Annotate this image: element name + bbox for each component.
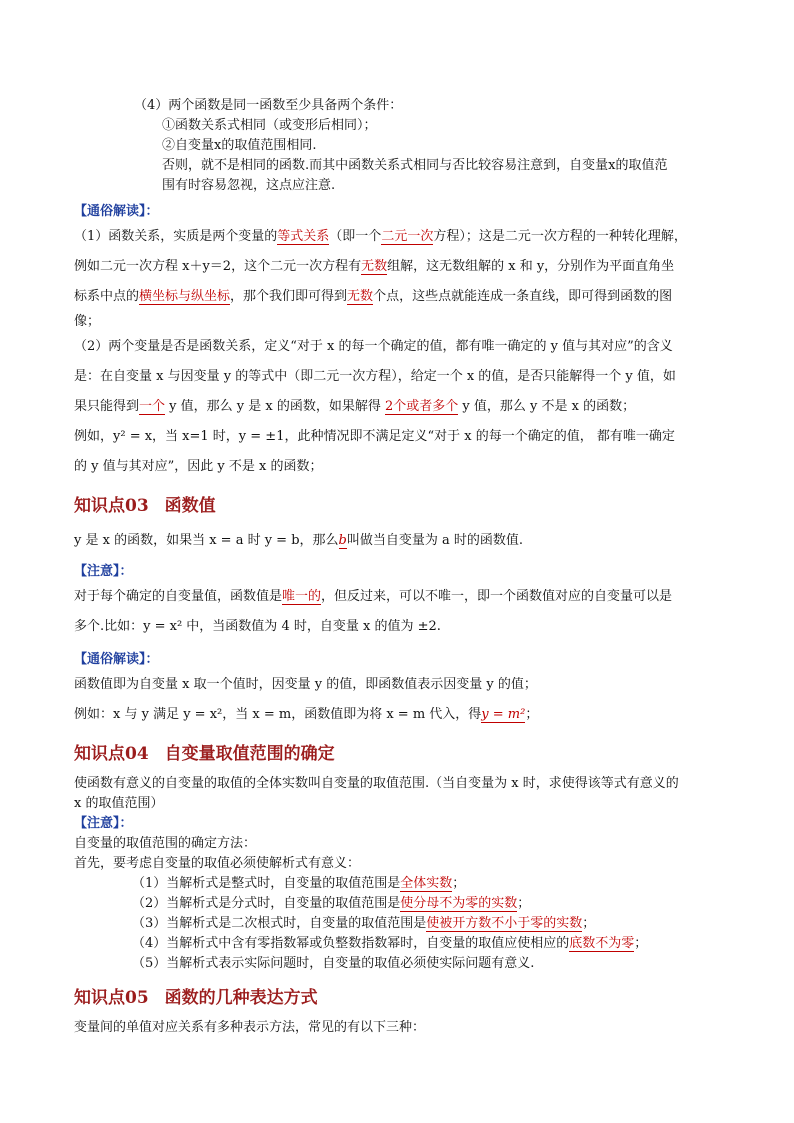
section04-line2: x 的取值范围） [74, 796, 164, 811]
popular2-line2: 例如：x 与 y 满足 y = x²，当 x = m，函数值即为将 x = m 代入，得y = m²； [74, 707, 539, 722]
popular-label-1: 【通俗解读】： [74, 204, 159, 219]
popular1-line1: （1）函数关系，实质是两个变量的等式关系（即一个二元一次方程）；这是二元一次方程的一种转化理解， [74, 229, 687, 244]
popular1-line7: 果只能得到一个 y 值，那么 y 是 x 的函数，如果解得 2个或者多个 y 值，那么 y 不是 x 的函数； [74, 399, 636, 414]
document-page [74, 96, 724, 1038]
cond4-title: （4）两个函数是同一函数至少具备两个条件： [134, 98, 403, 113]
popular1-line5: （2）两个变量是否是函数关系，定义“对于 x 的每一个确定的值，都有唯一确定的 y 值与其对应”的含义 [74, 339, 673, 354]
range-rule-item: （2）当解析式是分式时，自变量的取值范围是使分母不为零的实数； [132, 896, 531, 911]
note-label-2: 【注意】： [74, 816, 133, 831]
section-heading-04: 知识点04 自变量取值范围的确定 [74, 744, 335, 764]
note1-line1: 对于每个确定的自变量值，函数值是唯一的，但反过来，可以不唯一，即一个函数值对应的自变量可以是 [74, 589, 673, 604]
section-heading-03: 知识点03 函数值 [74, 496, 216, 516]
popular1-line4: 像； [74, 314, 101, 329]
section04-line1: 使函数有意义的自变量的取值的全体实数叫自变量的取值范围.（当自变量为 x 时，求使得该等式有意义的 [74, 776, 679, 791]
popular-label-2: 【通俗解读】： [74, 652, 159, 667]
cond4-item2: ②自变量x的取值范围相同. [162, 138, 317, 153]
note2-line1: 自变量的取值范围的确定方法： [74, 836, 257, 851]
cond4-item1: ①函数关系式相同（或变形后相同）； [162, 118, 377, 133]
popular1-example-line2: 的 y 值与其对应”，因此 y 不是 x 的函数； [74, 459, 323, 474]
section-heading-05: 知识点05 函数的几种表达方式 [74, 988, 318, 1008]
cond4-note-line1: 否则，就不是相同的函数.而其中函数关系式相同与否比较容易注意到，自变量x的取值范 [162, 158, 668, 173]
section05-line1: 变量间的单值对应关系有多种表示方法，常见的有以下三种： [74, 1020, 426, 1035]
range-rule-item: （4）当解析式中含有零指数幂或负整数指数幂时，自变量的取值应使相应的底数不为零； [132, 936, 648, 951]
popular1-example-line1: 例如，y² = x，当 x=1 时，y = ±1，此种情况即不满足定义“对于 x 的每一个确定的值， 都有唯一确定 [74, 429, 675, 444]
popular1-line6: 是：在自变量 x 与因变量 y 的等式中（即二元一次方程），给定一个 x 的值，是否只能解得一个 y 值，如 [74, 369, 676, 384]
note2-line2: 首先，要考虑自变量的取值必须使解析式有意义： [74, 856, 361, 871]
cond4-note-line2: 围有时容易忽视，这点应注意. [162, 178, 336, 193]
range-rule-item: （1）当解析式是整式时，自变量的取值范围是全体实数； [132, 876, 466, 891]
popular2-line1: 函数值即为自变量 x 取一个值时，因变量 y 的值，即函数值表示因变量 y 的值； [74, 677, 537, 692]
function-value-definition: y 是 x 的函数，如果当 x = a 时 y = b，那么b叫做当自变量为 a 时的函数值. [74, 533, 524, 548]
popular1-line2: 例如二元一次方程 x＋y＝2，这个二元一次方程有无数组解，这无数组解的 x 和 y，分别作为平面直角坐 [74, 259, 675, 274]
range-rule-item: （3）当解析式是二次根式时，自变量的取值范围是使被开方数不小于零的实数； [132, 916, 596, 931]
note1-line2: 多个.比如：y = x² 中，当函数值为 4 时，自变量 x 的值为 ±2. [74, 619, 441, 634]
range-rule-item: （5）当解析式表示实际问题时，自变量的取值必须使实际问题有意义. [132, 956, 535, 971]
note-label-1: 【注意】： [74, 564, 133, 579]
popular1-line3: 标系中点的横坐标与纵坐标，那个我们即可得到无数个点，这些点就能连成一条直线，即可得到函数的图 [74, 289, 673, 304]
